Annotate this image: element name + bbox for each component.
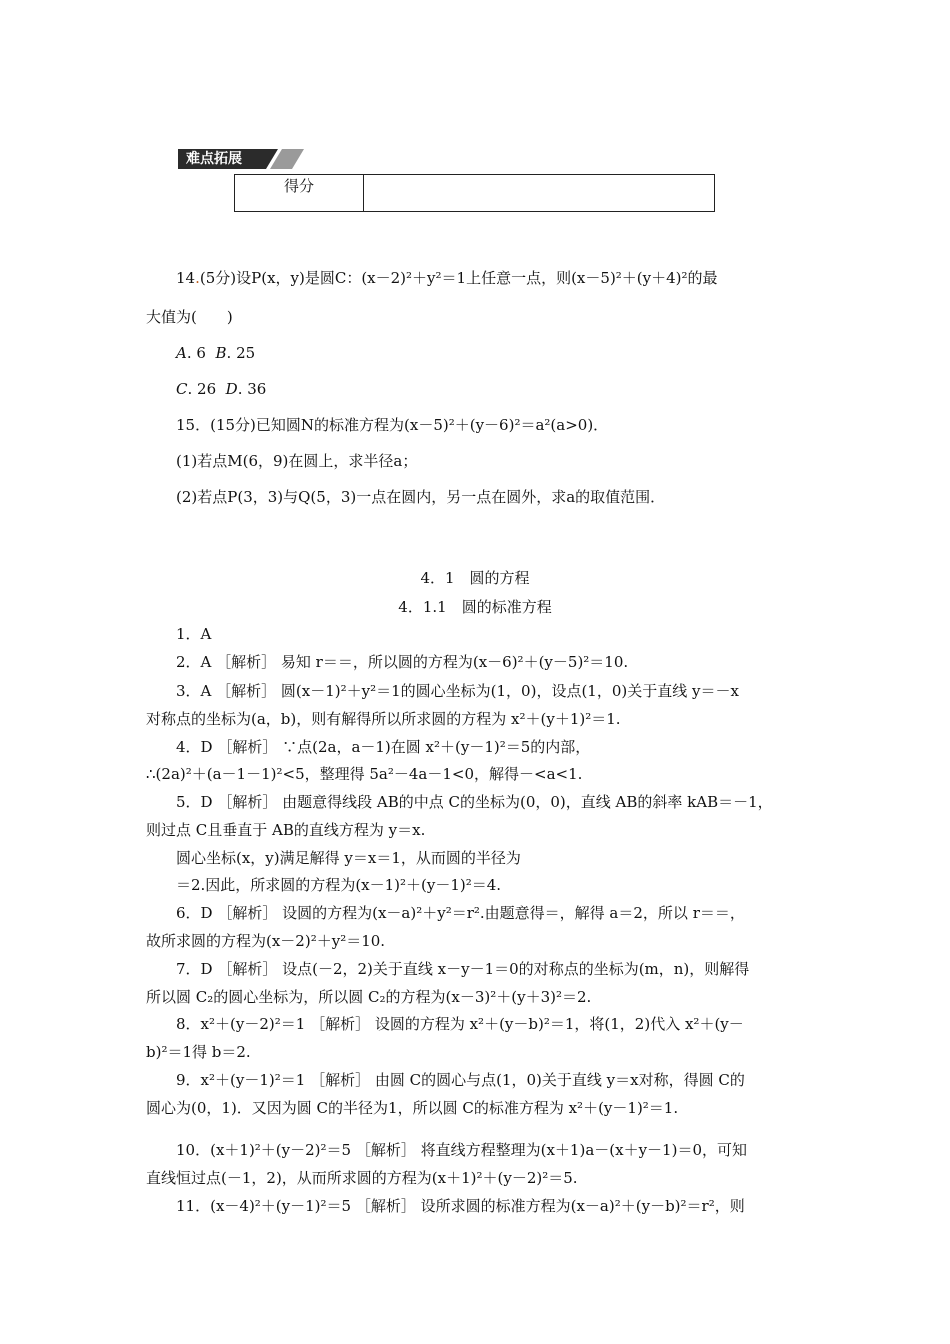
problem-14-dot: . (195, 269, 200, 287)
answer-5-line4: ＝2.因此，所求圆的方程为(x－1)²＋(y－1)²＝4. (176, 876, 502, 894)
problem-15-part2: (2)若点P(3，3)与Q(5，3)一点在圆内，另一点在圆外，求a的取值范围． (176, 488, 666, 506)
answer-5-line1: 5．D ［解析］ 由题意得线段 AB的中点 C的坐标为(0，0)，直线 AB的斜率 kAB＝－1， (176, 793, 773, 811)
answer-10-line2: 直线恒过点(－1，2)，从而所求圆的方程为(x＋1)²＋(y－2)²＝5. (146, 1169, 578, 1187)
answer-9-line2: 圆心为(0，1)．又因为圆 C的半径为1，所以圆 C的标准方程为 x²＋(y－1)²＝1. (146, 1099, 679, 1117)
option-d-label: D (225, 380, 238, 398)
option-b-label: B (215, 344, 227, 362)
answer-8-line2: b)²＝1得 b＝2. (146, 1043, 251, 1061)
problem-14-number: 14 (176, 269, 196, 287)
problem-14-text: (5分)设P(x，y)是圆C：(x－2)²＋y²＝1上任意一点，则(x－5)²＋(y＋4)²的最 (199, 269, 718, 287)
section-banner (178, 149, 304, 169)
problem-14-options-cd: C. 26 D. 36 (176, 380, 267, 398)
score-input-cell[interactable] (364, 175, 715, 212)
answer-9-line1: 9．x²＋(y－1)²＝1 ［解析］ 由圆 C的圆心与点(1，0)关于直线 y＝x对称，得圆 C的 (176, 1071, 745, 1089)
answer-5-line2: 则过点 C且垂直于 AB的直线方程为 y＝x. (146, 821, 426, 839)
answer-7-line1: 7．D ［解析］ 设点(－2，2)关于直线 x－y－1＝0的对称点的坐标为(m，n)，则解得 (176, 960, 750, 978)
option-c-value: 26 (197, 380, 217, 398)
score-table (234, 174, 715, 212)
answer-5-line3: 圆心坐标(x，y)满足解得 y＝x＝1，从而圆的半径为 (176, 849, 521, 867)
answer-6-line2: 故所求圆的方程为(x－2)²＋y²＝10. (146, 932, 386, 950)
problem-15-text: 15．(15分)已知圆N的标准方程为(x－5)²＋(y－6)²＝a²(a>0)． (176, 416, 609, 434)
option-c-label: C (176, 380, 188, 398)
option-b-value: 25 (236, 344, 256, 362)
option-d-value: 36 (247, 380, 267, 398)
answer-2: 2．A ［解析］ 易知 r＝＝，所以圆的方程为(x－6)²＋(y－5)²＝10. (176, 653, 629, 671)
answer-3-line1: 3．A ［解析］ 圆(x－1)²＋y²＝1的圆心坐标为(1，0)，设点(1，0)关于直线 y＝－x (176, 682, 739, 700)
answers-title: 4．1 圆的方程 (420, 569, 530, 587)
answer-3-line2: 对称点的坐标为(a，b)，则有解得所以所求圆的方程为 x²＋(y＋1)²＝1. (146, 710, 621, 728)
problem-14-line2: 大值为( ) (146, 308, 233, 326)
section-banner-label: 难点拓展 (186, 151, 242, 167)
option-a-label: A (176, 344, 187, 362)
score-label: 得分 (235, 175, 364, 212)
answer-7-line2: 所以圆 C₂的圆心坐标为，所以圆 C₂的方程为(x－3)²＋(y＋3)²＝2. (146, 988, 592, 1006)
problem-14-options-ab: A. 6 B. 25 (176, 344, 256, 362)
problem-14-line1 (176, 268, 718, 288)
answers-subtitle: 4．1.1 圆的标准方程 (398, 598, 552, 616)
answer-8-line1: 8．x²＋(y－2)²＝1 ［解析］ 设圆的方程为 x²＋(y－b)²＝1，将(1，2)代入 x²＋(y－ (176, 1015, 744, 1033)
option-a-value: 6 (196, 344, 206, 362)
problem-15-part1: (1)若点M(6，9)在圆上，求半径a； (176, 452, 418, 470)
answer-1: 1．A (176, 625, 212, 643)
answer-4-line2: ∴(2a)²＋(a－1－1)²<5，整理得 5a²－4a－1<0，解得－<a<1. (146, 765, 583, 783)
answer-10-line1: 10．(x＋1)²＋(y－2)²＝5 ［解析］ 将直线方程整理为(x＋1)a－(x＋y－1)＝0，可知 (176, 1141, 747, 1159)
answer-6-line1: 6．D ［解析］ 设圆的方程为(x－a)²＋y²＝r².由题意得＝，解得 a＝2，所以 r＝＝， (176, 904, 745, 922)
answer-11-line1: 11．(x－4)²＋(y－1)²＝5 ［解析］ 设所求圆的标准方程为(x－a)²＋(y－b)²＝r²，则 (176, 1197, 745, 1215)
answer-4-line1: 4．D ［解析］ ∵点(2a，a－1)在圆 x²＋(y－1)²＝5的内部， (176, 738, 591, 756)
